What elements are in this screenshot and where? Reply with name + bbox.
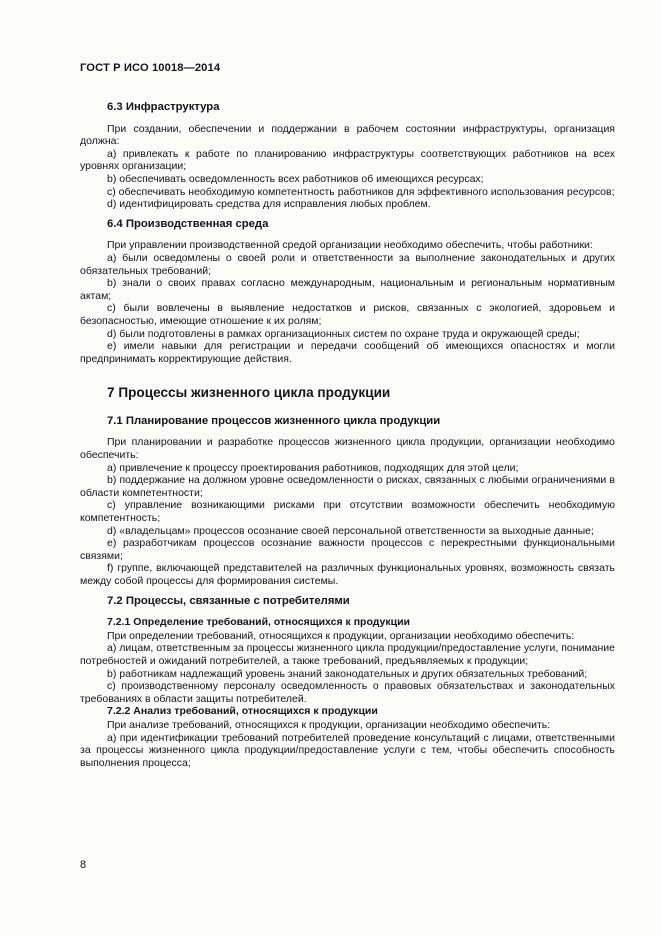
list-item: b) знали о своих правах согласно международным, национальным и региональным нормативным актам; — [80, 277, 615, 302]
section-6-3-title: 6.3 Инфраструктура — [107, 101, 220, 113]
section-6-4-title: 6.4 Производственная среда — [107, 217, 269, 230]
list-item: b) обеспечивать осведомленность всех работников об имеющихся ресурсах; — [107, 172, 484, 185]
section-7-2-title: 7.2 Процессы, связанные с потребителями — [107, 594, 350, 607]
list-item: b) поддержание на должном уровне осведомленности о рисках, связанных с любыми ограничениями в области компетентности; — [80, 474, 615, 499]
section-7-2-1-title: 7.2.1 Определение требований, относящихся к продукции — [107, 616, 410, 629]
paragraph: При планировании и разработке процессов жизненного цикла продукции, организации необходимо обеспечить: — [80, 436, 615, 462]
list-item: c) были вовлечены в выявление недостатков и рисков, связанных с экологией, здоровьем и безопасностью, имеющие отношение к их ролям; — [80, 302, 615, 327]
paragraph: При создании, обеспечении и поддержании в рабочем состоянии инфраструктуры, организация должна: — [80, 122, 615, 148]
paragraph: При анализе требований, относящихся к продукции, организации необходимо обеспечить: — [107, 718, 551, 731]
list-item: f) группе, включающей представителей на различных функциональных уровнях, возможность связать между собой процессы для формирования системы. — [80, 562, 615, 587]
list-item: e) разработчикам процессов осознание важности процессов с перекрестными функциональными связями; — [80, 537, 615, 562]
list-item: c) управление возникающими рисками при отсутствии возможности обеспечить необходимую компетентность; — [80, 499, 615, 525]
paragraph: При управлении производственной средой организации необходимо обеспечить, чтобы работники: — [107, 239, 593, 252]
list-item: b) работникам надлежащий уровень знаний законодательных и других обязательных требований; — [107, 667, 588, 680]
list-item: a) при идентификации требований потребителей проведение консультаций с лицами, ответственными за процессы жизненного цикла продукции/предоставление услуги с тем, чтобы обеспечить способность выполнения процесса; — [80, 731, 615, 769]
list-item: e) имели навыки для регистрации и передачи сообщений об имеющихся опасностях и могли предпринимать корректирующие действия. — [80, 340, 615, 365]
list-item: a) привлекать к работе по планированию инфраструктуры соответствующих работников на всех уровнях организации; — [80, 147, 615, 173]
list-item: c) обеспечивать необходимую компетентность работников для эффективного использования ресурсов; — [107, 185, 615, 198]
page-number: 8 — [80, 859, 87, 871]
list-item: d) идентифицировать средства для исправления любых проблем. — [107, 198, 431, 211]
document-header: ГОСТ Р ИСО 10018—2014 — [80, 62, 221, 74]
list-item: c) производственному персоналу осведомленность о правовых обязательствах и законодательных требованиях в области защиты потребителей. — [80, 680, 615, 705]
list-item: d) «владельцам» процессов осознание своей персональной ответственности за выходные данные; — [107, 524, 594, 537]
section-7-1-title: 7.1 Планирование процессов жизненного цикла продукции — [107, 414, 441, 427]
list-item: a) были осведомлены о своей роли и ответственности за выполнение законодательных и других обязательных требований; — [80, 251, 615, 277]
section-7-title: 7 Процессы жизненного цикла продукции — [107, 385, 391, 401]
section-7-2-2-title: 7.2.2 Анализ требований, относящихся к продукции — [107, 705, 378, 718]
paragraph: При определении требований, относящихся к продукции, организации необходимо обеспечить: — [107, 629, 575, 642]
list-item: a) лицам, ответственным за процессы жизненного цикла продукции/предоставление услуги, понимание потребностей и ожиданий потребителей, а также требований, предъявляемых к продукции; — [80, 642, 615, 667]
document-body — [80, 101, 615, 769]
list-item: a) привлечение к процессу проектирования работников, подходящих для этой цели; — [107, 461, 519, 474]
list-item: d) были подготовлены в рамках организационных систем по охране труда и окружающей среды; — [107, 327, 580, 340]
